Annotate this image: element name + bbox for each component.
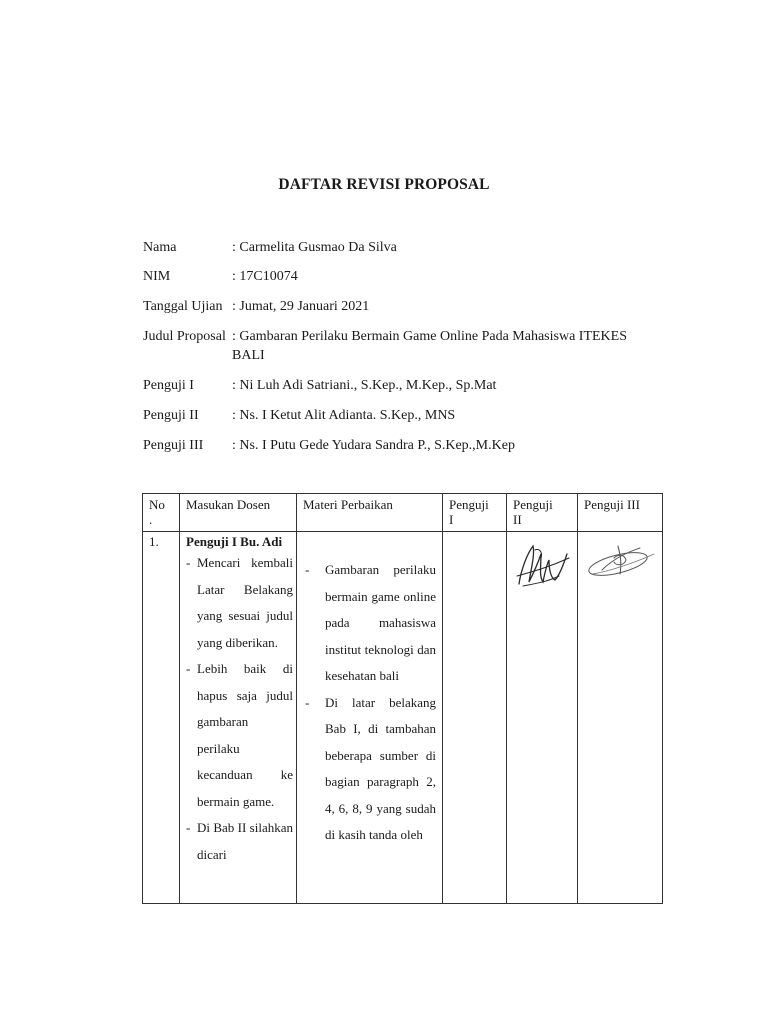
table-header-row <box>143 494 663 532</box>
document-title: DAFTAR REVISI PROPOSAL <box>278 176 490 193</box>
info-value: : Jumat, 29 Januari 2021 <box>232 299 370 314</box>
header-penguji-2-label-cont: II <box>513 512 522 527</box>
revision-table <box>142 493 663 904</box>
cell-penguji-1 <box>443 532 507 904</box>
info-label: Tanggal Ujian <box>143 299 223 314</box>
cell-penguji-3 <box>578 532 663 904</box>
info-label: Penguji III <box>143 438 204 453</box>
cell-materi-perbaikan <box>297 532 443 904</box>
cell-no <box>143 532 180 904</box>
header-penguji-1-label-cont: I <box>449 512 454 527</box>
list-dash: - <box>305 562 310 577</box>
cell-masukan-dosen <box>180 532 297 904</box>
info-value: : Ns. I Ketut Alit Adianta. S.Kep., MNS <box>232 408 456 423</box>
header-penguji-1 <box>443 494 507 532</box>
masukan-item: - Mencari kembali Latar Belakang yang sesuai judul yang diberikan. <box>186 550 293 656</box>
header-masukan-label: Masukan Dosen <box>186 497 271 512</box>
header-no <box>143 494 180 532</box>
cell-penguji-2 <box>507 532 578 904</box>
list-dash: - <box>305 694 310 710</box>
header-materi-label: Materi Perbaikan <box>303 497 393 512</box>
info-label: Penguji II <box>143 408 199 423</box>
info-label: Judul Proposal <box>143 329 226 344</box>
header-penguji-1-label: Penguji <box>449 497 489 512</box>
info-value: : 17C10074 <box>232 269 298 284</box>
masukan-item: - Di Bab II silahkan dicari <box>186 815 293 868</box>
header-penguji-3 <box>578 494 663 532</box>
materi-item-text: Di latar belakang Bab I, di tambahan beberapa sumber di bagian paragraph 2, 4, 6, 8, 9 yang sudah di kasih tanda oleh <box>325 694 436 842</box>
info-value: : Ns. I Putu Gede Yudara Sandra P., S.Kep.,M.Kep <box>232 438 515 453</box>
header-penguji-2 <box>507 494 578 532</box>
signature-penguji-3 <box>582 540 658 580</box>
header-materi-perbaikan <box>297 494 443 532</box>
header-no-label-cont: . <box>149 512 153 527</box>
materi-item <box>303 557 436 690</box>
masukan-heading: Penguji I Bu. Adi <box>186 534 283 549</box>
info-value-continuation: BALI <box>232 348 265 363</box>
info-label: Penguji I <box>143 378 194 393</box>
info-value: : Carmelita Gusmao Da Silva <box>232 240 397 255</box>
row-number: 1. <box>149 534 159 549</box>
header-penguji-2-label: Penguji <box>513 497 553 512</box>
signature-penguji-2 <box>513 540 571 592</box>
materi-item-text: Gambaran perilaku bermain game online pada mahasiswa institut teknologi dan kesehatan bali <box>325 562 436 683</box>
header-masukan-dosen <box>180 494 297 532</box>
info-label: Nama <box>143 240 177 255</box>
header-no-label: No <box>149 497 165 512</box>
info-value: : Ni Luh Adi Satriani., S.Kep., M.Kep., Sp.Mat <box>232 378 497 393</box>
info-value: : Gambaran Perilaku Bermain Game Online Pada Mahasiswa ITEKES <box>232 329 628 344</box>
table-row <box>143 532 663 904</box>
info-label: NIM <box>143 269 171 284</box>
header-penguji-3-label: Penguji III <box>584 497 640 512</box>
masukan-item: - Lebih baik di hapus saja judul gambaran perilaku kecanduan ke bermain game. <box>186 656 293 815</box>
materi-item <box>303 690 436 849</box>
